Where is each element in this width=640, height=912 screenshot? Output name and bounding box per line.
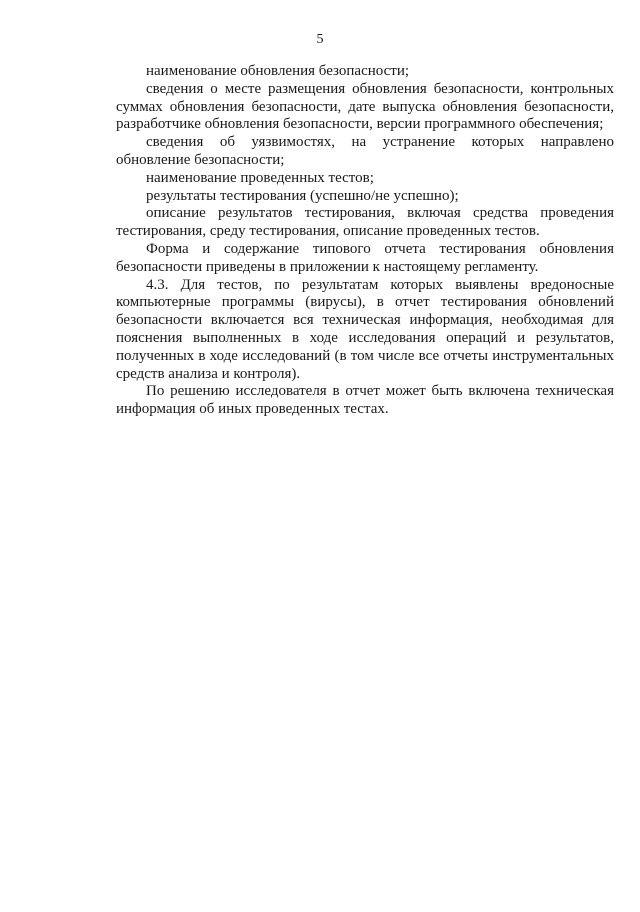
paragraph-report-form: Форма и содержание типового отчета тестирования обновления безопасности приведены в приложении к настоящему регламенту. [116, 240, 614, 275]
paragraph-test-results: результаты тестирования (успешно/не успешно); [146, 187, 459, 204]
paragraph-researcher-decision: По решению исследователя в отчет может быть включена техническая информация об иных проведенных тестах. [116, 383, 614, 418]
page-number: 5 [316, 32, 324, 47]
paragraph-location-info: сведения о месте размещения обновления безопасности, контрольных суммах обновления безопасности, дате выпуска обновления безопасности, разработчике обновления безопасности, версии программного обеспечения; [116, 80, 614, 133]
paragraph-vulnerabilities: сведения об уязвимостях, на устранение которых направлено обновление безопасности; [116, 134, 614, 168]
paragraph-results-description: описание результатов тестирования, включая средства проведения тестирования, среду тестирования, описание проведенных тестов. [116, 205, 614, 240]
paragraph-test-names: наименование проведенных тестов; [146, 169, 374, 186]
paragraph-update-name: наименование обновления безопасности; [146, 63, 410, 79]
paragraph-section-4-3: 4.3. Для тестов, по результатам которых выявлены вредоносные компьютерные программы (вирусы), в отчет тестирования обновлений безопасности включается вся техническая информация, необходимая для пояснения выполненных в ходе исследования операций и результатов, полученных в ходе исследований (в том числе все отчеты инструментальных средств анализа и контроля). [116, 276, 614, 382]
document-body [116, 63, 614, 419]
